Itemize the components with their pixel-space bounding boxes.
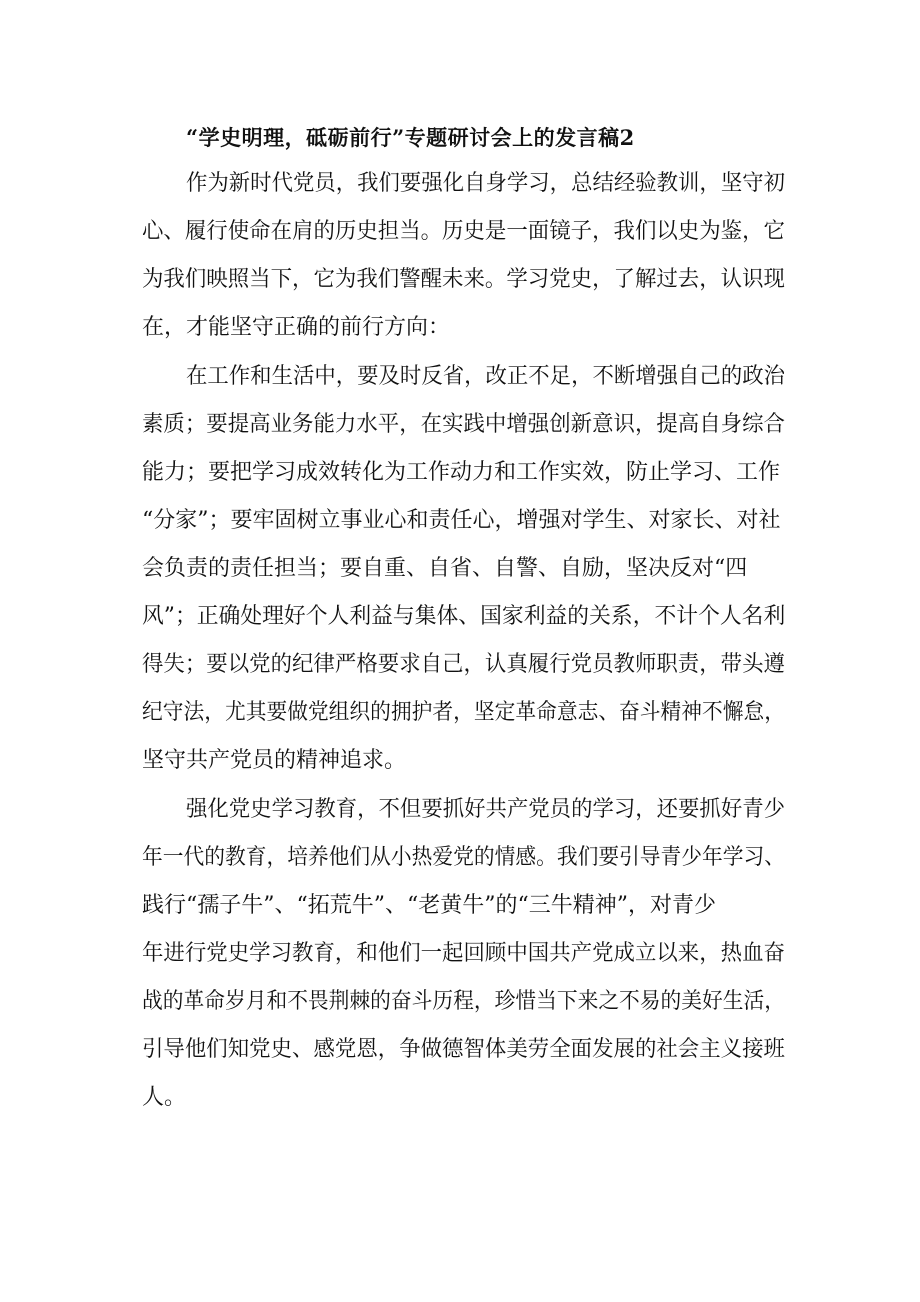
paragraph-2-line-1: 在工作和生活中，要及时反省，改正不足，不断增强自己的政治 [186, 364, 786, 389]
paragraph-2-line-3: 能力；要把学习成效转化为工作动力和工作实效，防止学习、工作 [142, 460, 781, 485]
paragraph-3-line-6: 引导他们知党史、感党恩，争做德智体美劳全面发展的社会主义接班 [142, 1037, 785, 1062]
paragraph-3-line-3: 践行“孺子牛”、“拓荒牛”、“老黄牛”的“三牛精神”，对青少 [142, 893, 716, 918]
paragraph-1-line-3: 为我们映照当下，它为我们警醒未来。学习党史，了解过去，认识现 [142, 267, 785, 292]
paragraph-2-line-4: “分家”；要牢固树立事业心和责任心，增强对学生、对家长、对社 [142, 508, 781, 533]
paragraph-2-line-6: 风”；正确处理好个人利益与集体、国家利益的关系，不计个人名利 [142, 604, 786, 629]
paragraph-3-line-5: 战的革命岁月和不畏荆棘的奋斗历程，珍惜当下来之不易的美好生活， [142, 989, 786, 1014]
paragraph-2-line-7: 得失；要以党的纪律严格要求自己，认真履行党员教师职责，带头遵 [142, 652, 785, 677]
paragraph-2-line-9: 坚守共产党员的精神追求。 [142, 748, 407, 773]
document-title: “学史明理，砥砺前行”专题研讨会上的发言稿2 [186, 125, 635, 150]
paragraph-3-line-7: 人。 [142, 1085, 187, 1110]
paragraph-3-line-4: 年进行党史学习教育，和他们一起回顾中国共产党成立以来，热血奋 [142, 941, 785, 966]
paragraph-2-line-8: 纪守法，尤其要做党组织的拥护者，坚定革命意志、奋斗精神不懈怠， [142, 700, 786, 725]
paragraph-2-line-5: 会负责的责任担当；要自重、自省、自警、自励，坚决反对“四 [142, 556, 748, 581]
paragraph-1-line-4: 在，才能坚守正确的前行方向： [142, 315, 451, 340]
paragraph-1-line-2: 心、履行使命在肩的历史担当。历史是一面镜子，我们以史为鉴，它 [142, 219, 785, 244]
paragraph-1-line-1: 作为新时代党员，我们要强化自身学习，总结经验教训，坚守初 [186, 171, 786, 196]
paragraph-2-line-2: 素质；要提高业务能力水平，在实践中增强创新意识，提高自身综合 [142, 412, 785, 437]
paragraph-3-line-1: 强化党史学习教育，不但要抓好共产党员的学习，还要抓好青少 [186, 797, 786, 822]
paragraph-3-line-2: 年一代的教育，培养他们从小热爱党的情感。我们要引导青少年学习、 [142, 845, 786, 870]
